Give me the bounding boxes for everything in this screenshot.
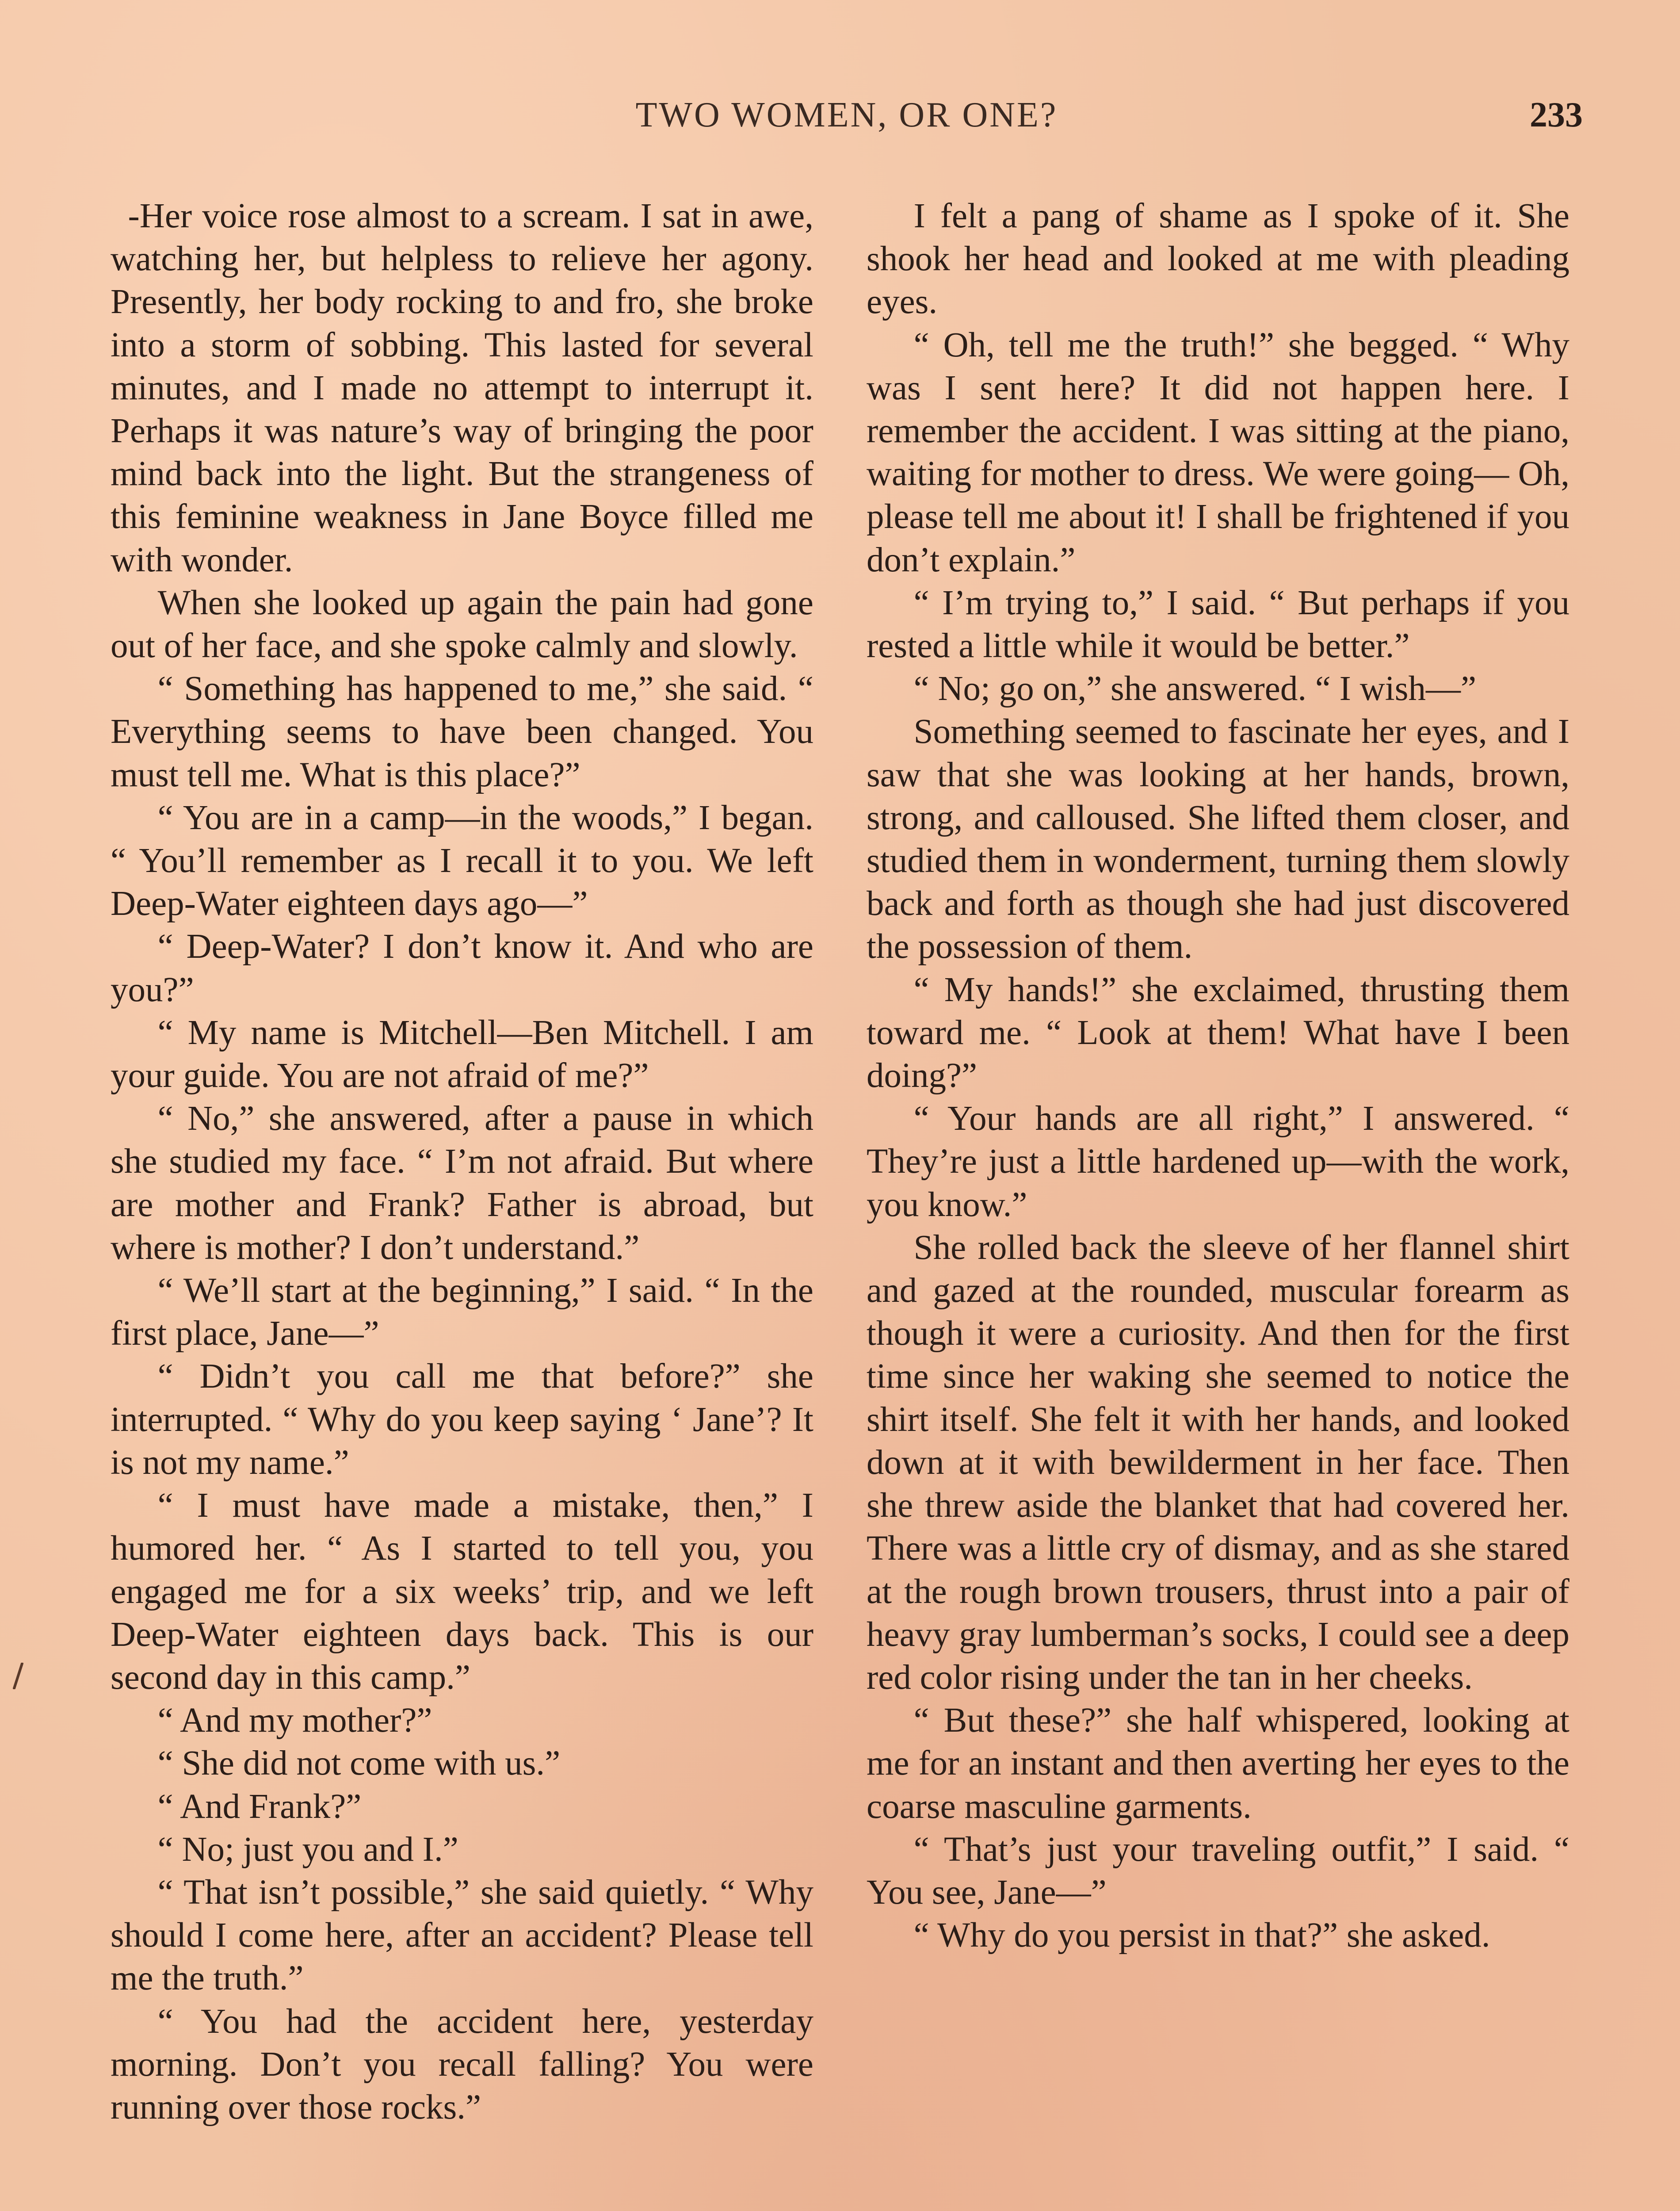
paragraph: When she looked up again the pain had gone out of her face, and she spoke calmly and slowly. — [111, 583, 813, 666]
paragraph: “ No; go on,” she answered. “ I wish—” — [913, 669, 1477, 708]
paragraph: “ Something has happened to me,” she said. “ Everything seems to have been changed. You must tell me. What is this place?” — [111, 669, 813, 794]
paragraph: “ That’s just your traveling outfit,” I said. “ You see, Jane—” — [867, 1830, 1569, 1912]
paragraph: Something seemed to fascinate her eyes, and I saw that she was looking at her hands, brown, strong, and calloused. She lifted them closer, and studied them in wonderment, turning them slowly back and forth as though she had just discovered the possession of them. — [867, 712, 1569, 966]
left-column — [111, 195, 813, 2129]
paragraph: “ We’ll start at the beginning,” I said. “ In the first place, Jane—” — [111, 1271, 813, 1353]
paragraph: “ That isn’t possible,” she said quietly. “ Why should I come here, after an accident? Please tell me the truth.” — [111, 1873, 813, 1998]
paragraph: “ But these?” she half whispered, looking at me for an instant and then averting her eyes to the coarse masculine garments. — [867, 1701, 1569, 1826]
paragraph: “ You had the accident here, yesterday morning. Don’t you recall falling? You were running over those rocks.” — [111, 2002, 813, 2127]
paragraph: “ Oh, tell me the truth!” she begged. “ Why was I sent here? It did not happen here. I remember the accident. I was sitting at the piano, waiting for mother to dress. We were going— Oh, please tell me about it! I shall be frightened if you don’t explain.” — [867, 325, 1569, 579]
paragraph: “ Deep-Water? I don’t know it. And who are you?” — [111, 927, 813, 1009]
running-head — [111, 95, 1583, 144]
paragraph: “ And my mother?” — [157, 1701, 432, 1740]
right-column — [867, 195, 1569, 1957]
paragraph: “ You are in a camp—in the woods,” I began. “ You’ll remember as I recall it to you. We left Deep-Water eighteen days ago—” — [111, 798, 813, 923]
page-number: 233 — [1530, 96, 1583, 134]
paragraph: I felt a pang of shame as I spoke of it. She shook her head and looked at me with pleading eyes. — [867, 197, 1569, 321]
paragraph: “ No; just you and I.” — [157, 1830, 458, 1869]
paragraph: “ I’m trying to,” I said. “ But perhaps if you rested a little while it would be better.” — [867, 583, 1569, 666]
paragraph: “ My name is Mitchell—Ben Mitchell. I am your guide. You are not afraid of me?” — [111, 1013, 813, 1095]
paragraph: “ Your hands are all right,” I answered. “ They’re just a little hardened up—with the work, you know.” — [867, 1099, 1569, 1224]
paragraph: She rolled back the sleeve of her flannel shirt and gazed at the rounded, muscular forearm as though it were a curiosity. And then for the first time since her waking she seemed to notice the shirt itself. She felt it with her hands, and looked down at it with bewilderment in her face. Then she threw aside the blanket that had covered her. There was a little cry of dismay, and as she stared at the rough brown trousers, thrust into a pair of heavy gray lumberman’s socks, I could see a deep red color rising under the tan in her cheeks. — [867, 1228, 1569, 1697]
paragraph: “ Didn’t you call me that before?” she interrupted. “ Why do you keep saying ‘ Jane’? It is not my name.” — [111, 1357, 813, 1482]
paragraph: “ I must have made a mistake, then,” I humored her. “ As I started to tell you, you engaged me for a six weeks’ trip, and we left Deep-Water eighteen days back. This is our second day in this camp.” — [111, 1486, 813, 1697]
paragraph: “ And Frank?” — [157, 1787, 362, 1826]
paragraph: “ No,” she answered, after a pause in which she studied my face. “ I’m not afraid. But where are mother and Frank? Father is abroad, but where is mother? I don’t understand.” — [111, 1099, 813, 1267]
running-title: TWO WOMEN, OR ONE? — [635, 96, 1058, 134]
paragraph: “ She did not come with us.” — [157, 1744, 561, 1783]
paragraph: “ My hands!” she exclaimed, thrusting them toward me. “ Look at them! What have I been doing?” — [867, 970, 1569, 1095]
paragraph: -Her voice rose almost to a scream. I sat in awe, watching her, but helpless to relieve her agony. Presently, her body rocking to and fro, she broke into a storm of sobbing. This lasted for several minutes, and I made no attempt to interrupt it. Perhaps it was nature’s way of bringing the poor mind back into the light. But the strangeness of this feminine weakness in Jane Boyce filled me with wonder. — [111, 197, 813, 579]
paragraph: “ Why do you persist in that?” she asked. — [913, 1916, 1490, 1955]
ink-mark-icon — [9, 1663, 27, 1689]
